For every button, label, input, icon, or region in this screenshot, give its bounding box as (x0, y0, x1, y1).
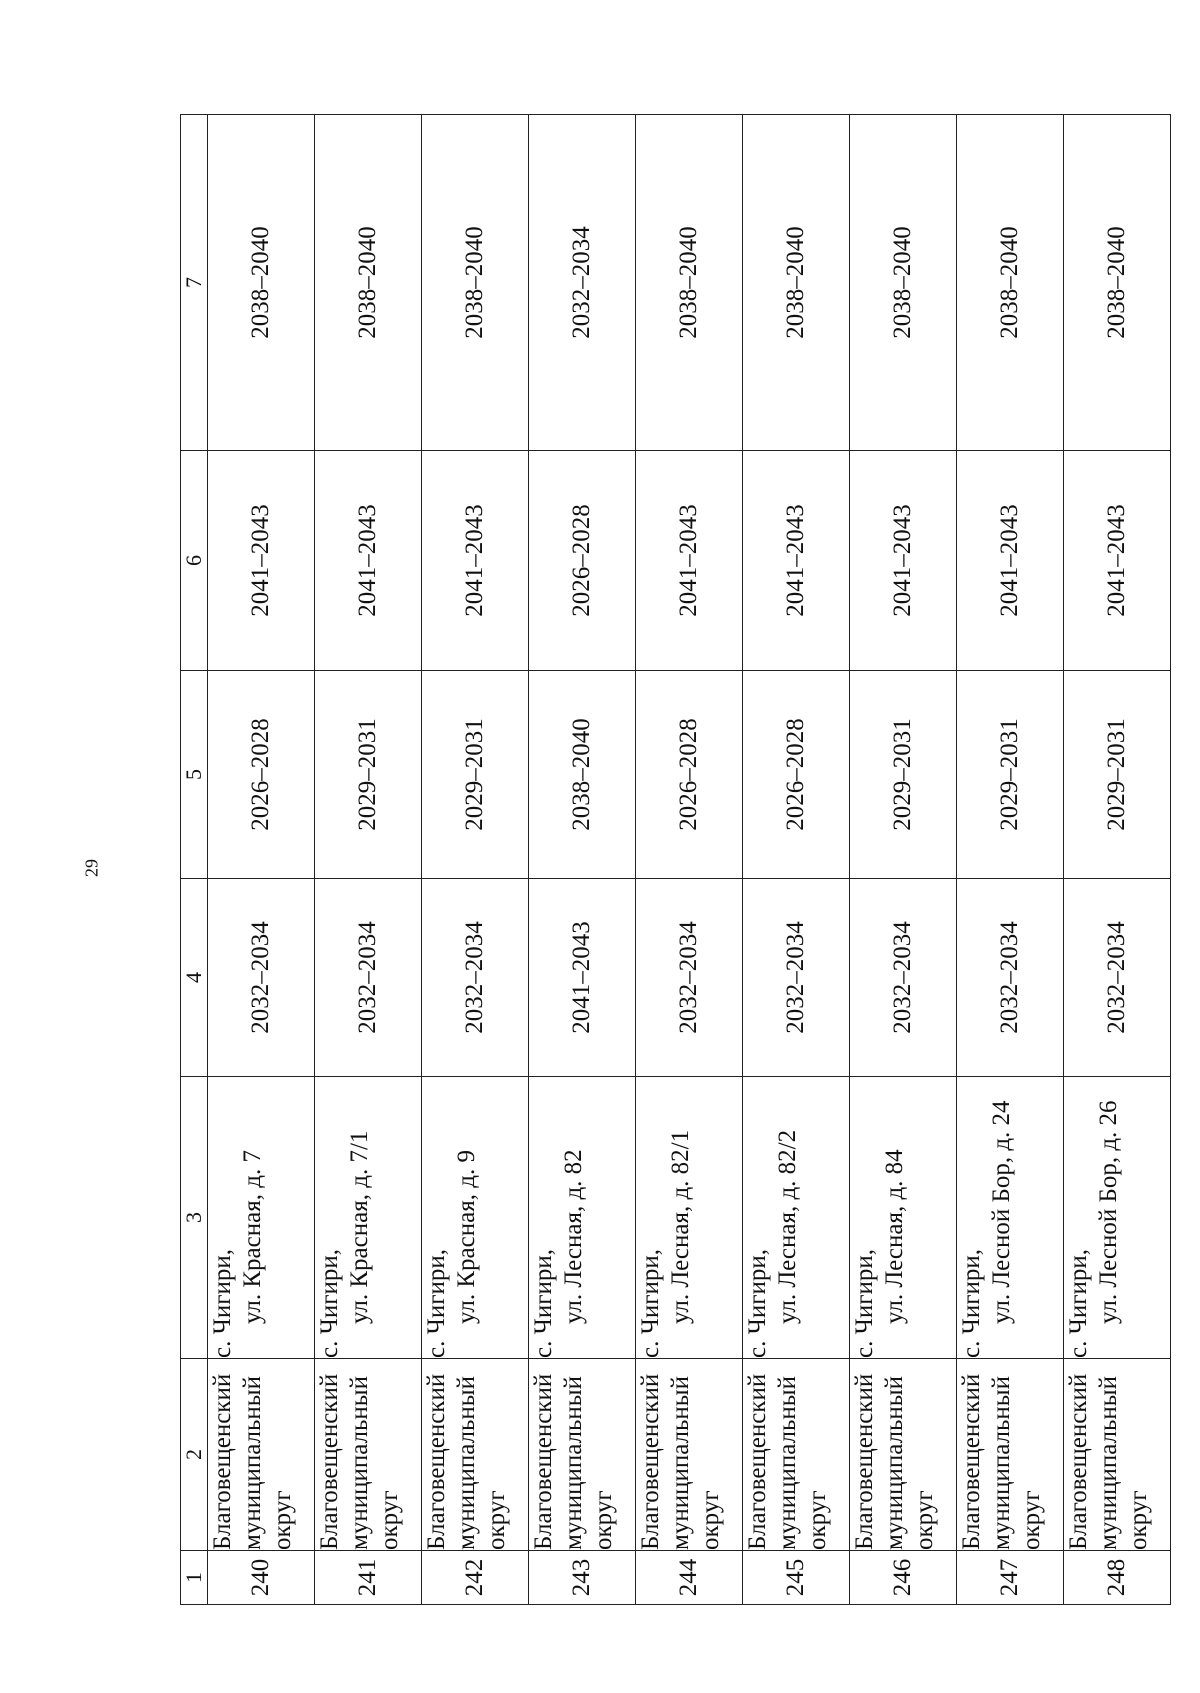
district-line: округ (697, 1490, 724, 1550)
address-cell (1064, 1077, 1171, 1359)
address-line: ул. Лесная, д. 82/1 (667, 1129, 694, 1324)
period-cell: 2041–2043 (208, 451, 315, 671)
district-cell (636, 1359, 743, 1551)
address-cell (957, 1077, 1064, 1359)
period-cell: 2026–2028 (636, 671, 743, 879)
address-line: с. Чигири, (744, 1249, 771, 1358)
period-cell: 2041–2043 (422, 451, 529, 671)
district-line: Благовещенский (637, 1373, 664, 1550)
district-line: Благовещенский (958, 1373, 985, 1550)
district-line: Благовещенский (530, 1373, 557, 1550)
district-line: округ (1125, 1490, 1152, 1550)
period-cell: 2032–2034 (315, 879, 422, 1077)
period-cell: 2038–2040 (315, 115, 422, 451)
period-cell: 2032–2034 (957, 879, 1064, 1077)
period-cell: 2029–2031 (850, 671, 957, 879)
table-row (743, 115, 850, 1605)
district-cell (422, 1359, 529, 1551)
header-row (181, 115, 208, 1605)
page-number: 29 (81, 859, 102, 877)
column-header: 5 (181, 671, 208, 879)
table-row (208, 115, 315, 1605)
district-line: муниципальный (346, 1376, 373, 1550)
address-line: с. Чигири, (423, 1249, 450, 1358)
district-line: округ (269, 1490, 296, 1550)
period-cell: 2032–2034 (208, 879, 315, 1077)
table-container (180, 115, 1150, 1605)
period-cell: 2032–2034 (529, 115, 636, 451)
table-body (181, 115, 1171, 1605)
district-line: муниципальный (560, 1376, 587, 1550)
period-cell: 2032–2034 (1064, 879, 1171, 1077)
district-cell (1064, 1359, 1171, 1551)
address-line: ул. Лесной Бор, д. 26 (1095, 1100, 1122, 1324)
column-header: 4 (181, 879, 208, 1077)
address-line: ул. Красная, д. 7/1 (346, 1130, 373, 1324)
period-cell: 2041–2043 (957, 451, 1064, 671)
district-line: муниципальный (881, 1376, 908, 1550)
period-cell: 2038–2040 (208, 115, 315, 451)
address-line: с. Чигири, (637, 1249, 664, 1358)
district-cell (208, 1359, 315, 1551)
district-line: Благовещенский (209, 1373, 236, 1550)
table-row (1064, 115, 1171, 1605)
address-line: ул. Красная, д. 7 (239, 1150, 266, 1324)
address-cell (850, 1077, 957, 1359)
district-line: муниципальный (667, 1376, 694, 1550)
period-cell: 2041–2043 (315, 451, 422, 671)
period-cell: 2038–2040 (850, 115, 957, 451)
address-line: с. Чигири, (958, 1249, 985, 1358)
period-cell: 2038–2040 (636, 115, 743, 451)
address-line: ул. Лесная, д. 82 (560, 1149, 587, 1324)
district-cell (315, 1359, 422, 1551)
period-cell: 2029–2031 (315, 671, 422, 879)
district-line: округ (376, 1490, 403, 1550)
column-header: 3 (181, 1077, 208, 1359)
district-line: округ (804, 1490, 831, 1550)
address-line: с. Чигири, (209, 1249, 236, 1358)
address-line: ул. Красная, д. 9 (453, 1150, 480, 1324)
district-cell (743, 1359, 850, 1551)
period-cell: 2038–2040 (529, 671, 636, 879)
district-line: округ (483, 1490, 510, 1550)
period-cell: 2041–2043 (743, 451, 850, 671)
row-number-cell: 248 (1064, 1551, 1171, 1605)
address-cell (529, 1077, 636, 1359)
address-line: с. Чигири, (851, 1249, 878, 1358)
period-cell: 2026–2028 (743, 671, 850, 879)
district-line: Благовещенский (1065, 1373, 1092, 1550)
period-cell: 2026–2028 (529, 451, 636, 671)
row-number-cell: 240 (208, 1551, 315, 1605)
address-cell (636, 1077, 743, 1359)
row-number-cell: 246 (850, 1551, 957, 1605)
table-row (422, 115, 529, 1605)
column-header: 6 (181, 451, 208, 671)
address-cell (208, 1077, 315, 1359)
table-row (529, 115, 636, 1605)
period-cell: 2038–2040 (422, 115, 529, 451)
column-header: 2 (181, 1359, 208, 1551)
period-cell: 2041–2043 (850, 451, 957, 671)
district-cell (850, 1359, 957, 1551)
period-cell: 2026–2028 (208, 671, 315, 879)
address-cell (422, 1077, 529, 1359)
district-line: округ (590, 1490, 617, 1550)
period-cell: 2041–2043 (529, 879, 636, 1077)
row-number-cell: 243 (529, 1551, 636, 1605)
district-line: Благовещенский (423, 1373, 450, 1550)
district-line: муниципальный (453, 1376, 480, 1550)
district-line: Благовещенский (851, 1373, 878, 1550)
table-row (636, 115, 743, 1605)
period-cell: 2029–2031 (957, 671, 1064, 879)
address-line: с. Чигири, (1065, 1249, 1092, 1358)
district-line: муниципальный (239, 1376, 266, 1550)
address-cell (315, 1077, 422, 1359)
period-cell: 2041–2043 (636, 451, 743, 671)
address-cell (743, 1077, 850, 1359)
period-cell: 2038–2040 (1064, 115, 1171, 451)
period-cell: 2032–2034 (850, 879, 957, 1077)
column-header: 7 (181, 115, 208, 451)
address-line: ул. Лесная, д. 84 (881, 1149, 908, 1324)
period-cell: 2029–2031 (422, 671, 529, 879)
period-cell: 2038–2040 (957, 115, 1064, 451)
district-line: округ (1018, 1490, 1045, 1550)
period-cell: 2029–2031 (1064, 671, 1171, 879)
district-line: округ (911, 1490, 938, 1550)
district-line: Благовещенский (744, 1373, 771, 1550)
address-line: ул. Лесная, д. 82/2 (774, 1129, 801, 1324)
row-number-cell: 247 (957, 1551, 1064, 1605)
district-cell (957, 1359, 1064, 1551)
period-cell: 2032–2034 (743, 879, 850, 1077)
period-cell: 2032–2034 (422, 879, 529, 1077)
period-cell: 2032–2034 (636, 879, 743, 1077)
district-line: муниципальный (1095, 1376, 1122, 1550)
district-line: муниципальный (988, 1376, 1015, 1550)
address-line: ул. Лесной Бор, д. 24 (988, 1100, 1015, 1324)
row-number-cell: 241 (315, 1551, 422, 1605)
address-line: с. Чигири, (530, 1249, 557, 1358)
row-number-cell: 244 (636, 1551, 743, 1605)
period-cell: 2038–2040 (743, 115, 850, 451)
row-number-cell: 242 (422, 1551, 529, 1605)
table-row (957, 115, 1064, 1605)
district-cell (529, 1359, 636, 1551)
row-number-cell: 245 (743, 1551, 850, 1605)
table-row (315, 115, 422, 1605)
schedule-table (180, 114, 1171, 1605)
period-cell: 2041–2043 (1064, 451, 1171, 671)
table-row (850, 115, 957, 1605)
address-line: с. Чигири, (316, 1249, 343, 1358)
district-line: Благовещенский (316, 1373, 343, 1550)
column-header: 1 (181, 1551, 208, 1605)
district-line: муниципальный (774, 1376, 801, 1550)
